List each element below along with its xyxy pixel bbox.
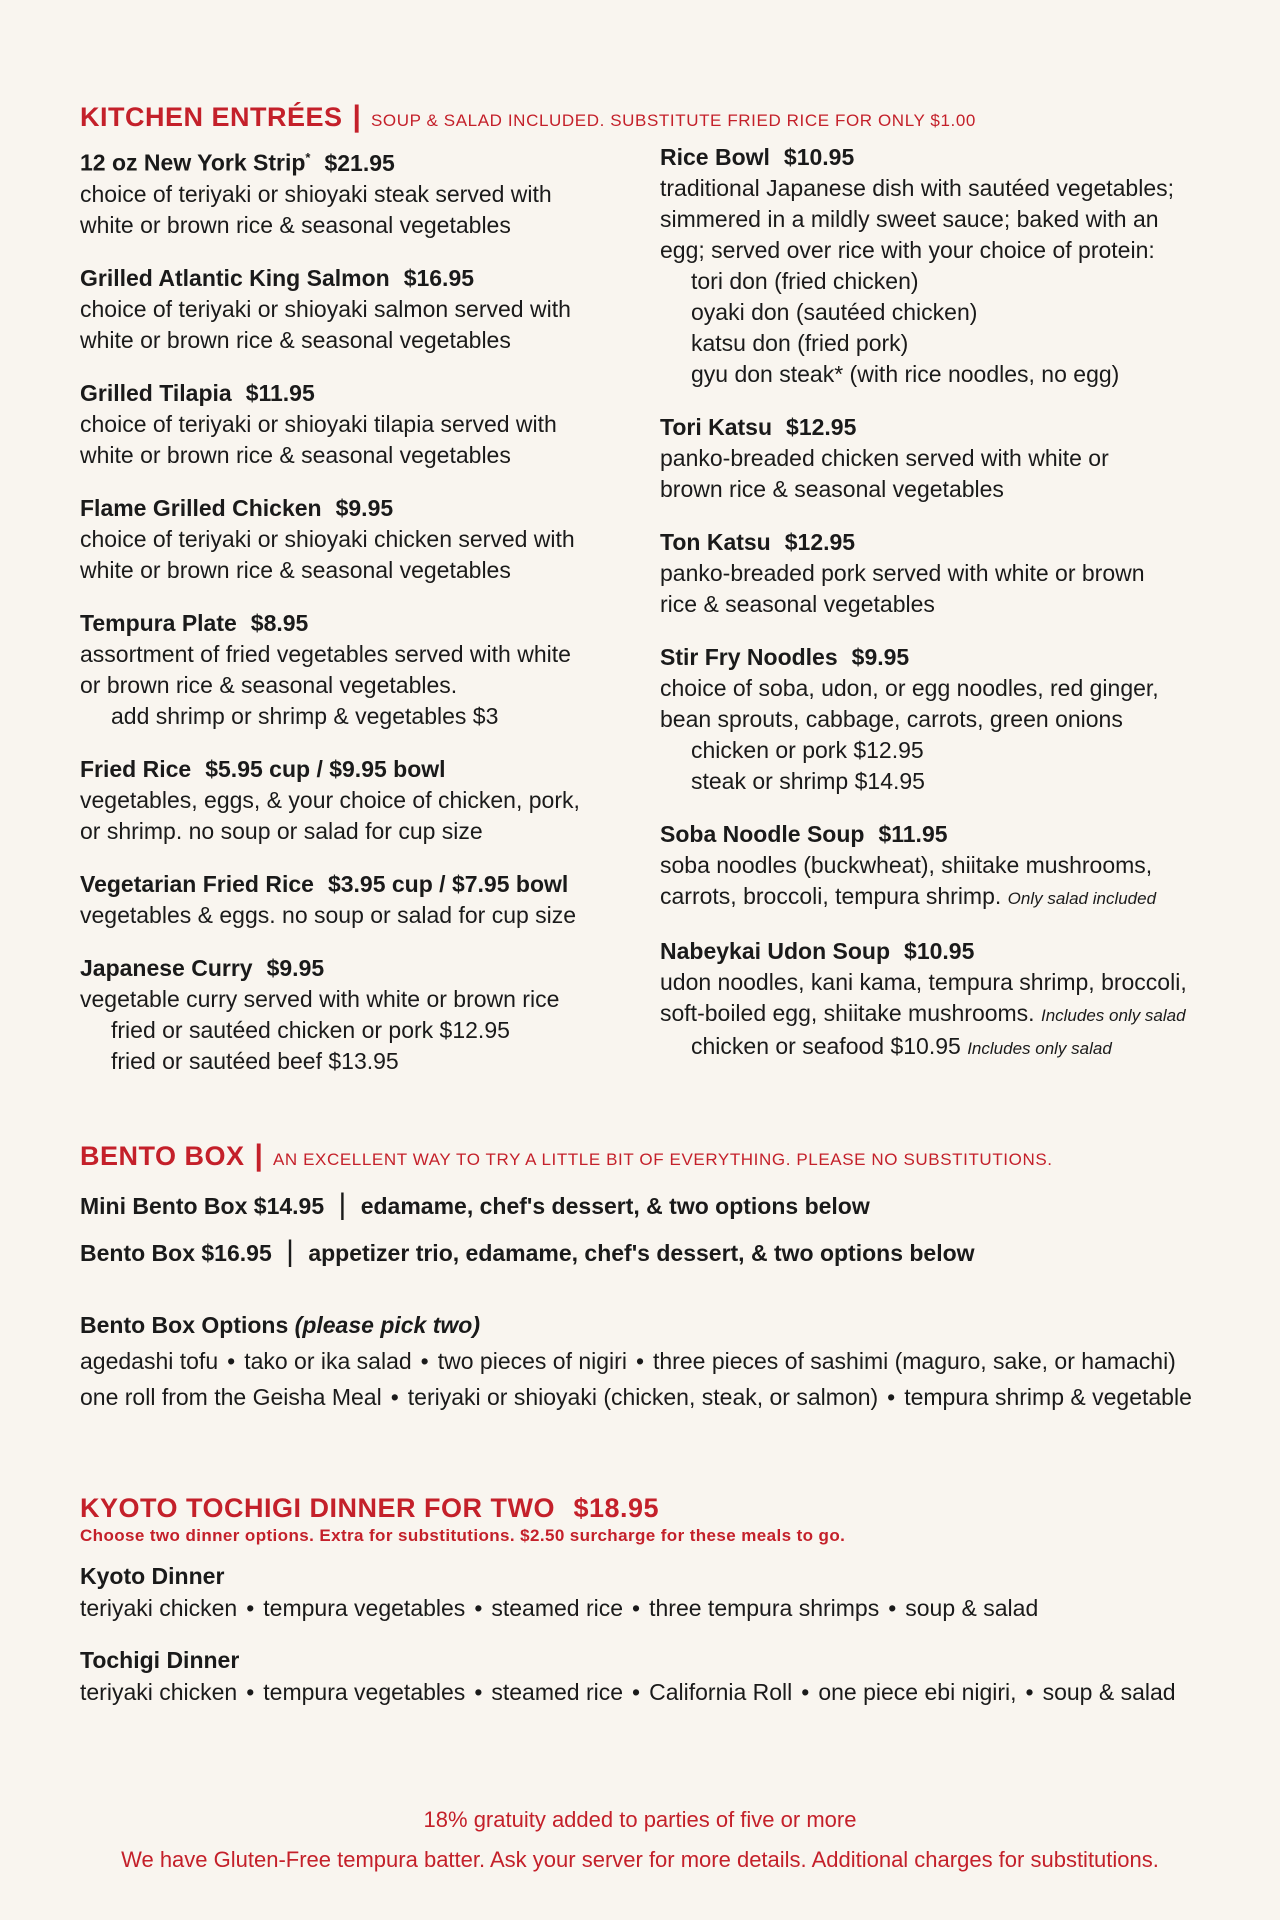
kitchen-header bbox=[80, 100, 1240, 134]
menu-item-description: soba noodles (buckwheat), shiitake mushrooms, bbox=[660, 852, 1153, 878]
kyoto-dinner-items bbox=[80, 1592, 1240, 1624]
bullet-separator: • bbox=[246, 1594, 255, 1621]
bento-option: tempura shrimp & vegetable bbox=[904, 1383, 1192, 1410]
menu-item-price: $3.95 cup / $7.95 bowl bbox=[327, 870, 569, 897]
footer-gluten-free: We have Gluten-Free tempura batter. Ask your server for more details. Additional charges for substitutions. bbox=[121, 1847, 1159, 1872]
bento-options-row-1 bbox=[80, 1343, 1240, 1379]
menu-item-name: Flame Grilled Chicken bbox=[80, 494, 322, 521]
bullet-separator: • bbox=[390, 1383, 399, 1410]
menu-item-price: $11.95 bbox=[878, 821, 948, 847]
menu-item-heading bbox=[80, 378, 660, 409]
menu-item-heading bbox=[80, 754, 660, 785]
menu-item-description: white or brown rice & seasonal vegetables bbox=[80, 211, 511, 238]
bullet-separator: • bbox=[801, 1678, 810, 1705]
bullet-separator: • bbox=[1025, 1678, 1034, 1705]
menu-item-heading bbox=[660, 527, 1240, 558]
menu-item bbox=[660, 142, 1240, 390]
kitchen-divider: | bbox=[352, 100, 361, 133]
menu-item-price: $5.95 cup / $9.95 bowl bbox=[205, 755, 446, 782]
menu-item bbox=[660, 819, 1240, 914]
menu-item-description-text: carrots, broccoli, tempura shrimp. bbox=[660, 883, 1002, 909]
menu-item-price: $16.95 bbox=[403, 264, 475, 291]
dinner-item: steamed rice bbox=[491, 1678, 624, 1705]
menu-item-description: panko-breaded pork served with white or brown bbox=[660, 560, 1145, 586]
bento-options-heading bbox=[80, 1307, 1240, 1343]
tochigi-dinner-title: Tochigi Dinner bbox=[80, 1646, 240, 1673]
menu-item-heading bbox=[80, 869, 660, 900]
menu-item bbox=[660, 936, 1240, 1064]
kitchen-subtitle: SOUP & SALAD INCLUDED. SUBSTITUTE FRIED RICE FOR ONLY $1.00 bbox=[370, 111, 976, 130]
menu-item-name: Fried Rice bbox=[80, 755, 192, 782]
mini-bento-desc: edamame, chef's dessert, & two options below bbox=[360, 1192, 870, 1219]
menu-item-description: rice & seasonal vegetables bbox=[660, 591, 935, 617]
menu-item bbox=[80, 869, 660, 931]
bento-section bbox=[80, 1139, 1240, 1415]
menu-item-heading bbox=[80, 608, 660, 639]
bento-option: tako or ika salad bbox=[244, 1347, 412, 1374]
menu-item-description: egg; served over rice with your choice of protein: bbox=[660, 237, 1155, 263]
footer-gratuity: 18% gratuity added to parties of five or more bbox=[423, 1807, 857, 1832]
dinner-item: tempura vegetables bbox=[263, 1678, 466, 1705]
mini-bento-line bbox=[80, 1185, 1240, 1226]
dinner-item: three tempura shrimps bbox=[649, 1594, 880, 1621]
menu-item bbox=[80, 608, 660, 732]
menu-item-description: choice of teriyaki or shioyaki salmon served with bbox=[80, 295, 571, 322]
menu-item-price: $9.95 bbox=[266, 954, 325, 981]
bento-name: Bento Box bbox=[80, 1239, 195, 1266]
bento-title: BENTO BOX bbox=[80, 1140, 245, 1171]
bento-divider: | bbox=[254, 1138, 263, 1172]
menu-item bbox=[80, 378, 660, 471]
bento-options-title: Bento Box Options bbox=[80, 1311, 289, 1338]
menu-item-name: Nabeykai Udon Soup bbox=[660, 938, 891, 964]
menu-item-description: traditional Japanese dish with sautéed vegetables; bbox=[660, 175, 1175, 201]
kyoto-header bbox=[80, 1493, 1240, 1524]
menu-item-name: Vegetarian Fried Rice bbox=[80, 870, 314, 897]
menu-item-name: Grilled Tilapia bbox=[80, 379, 232, 406]
bento-subtitle: AN EXCELLENT WAY TO TRY A LITTLE BIT OF EVERYTHING. PLEASE NO SUBSTITUTIONS. bbox=[272, 1149, 1053, 1169]
kyoto-section bbox=[80, 1493, 1240, 1708]
dinner-item: soup & salad bbox=[905, 1594, 1039, 1621]
menu-item-price: $11.95 bbox=[245, 379, 315, 406]
tochigi-dinner-items bbox=[80, 1676, 1240, 1708]
menu-item-description: brown rice & seasonal vegetables bbox=[660, 476, 1004, 502]
menu-item-name: Japanese Curry bbox=[80, 954, 253, 981]
menu-item-option-text: chicken or seafood $10.95 bbox=[691, 1033, 961, 1059]
menu-item-description: white or brown rice & seasonal vegetables bbox=[80, 326, 511, 353]
bullet-separator: • bbox=[887, 1383, 896, 1410]
menu-item-heading bbox=[660, 412, 1240, 443]
menu-item-name: Ton Katsu bbox=[660, 529, 771, 555]
menu-item bbox=[660, 527, 1240, 620]
menu-item-description bbox=[660, 881, 1240, 914]
bento-options-note: (please pick two) bbox=[294, 1311, 480, 1338]
bento-option: teriyaki or shioyaki (chicken, steak, or salmon) bbox=[407, 1383, 879, 1410]
dinner-item: soup & salad bbox=[1042, 1678, 1176, 1705]
dinner-item: California Roll bbox=[649, 1678, 793, 1705]
menu-item-description-text: soft-boiled egg, shiitake mushrooms. bbox=[660, 1000, 1035, 1026]
menu-item-price: $9.95 bbox=[851, 644, 910, 670]
kyoto-dinner-title: Kyoto Dinner bbox=[80, 1562, 225, 1589]
menu-item-note: Includes only salad bbox=[967, 1039, 1112, 1058]
kitchen-left-column bbox=[80, 142, 660, 1099]
menu-item-option: add shrimp or shrimp & vegetables $3 bbox=[111, 702, 499, 729]
bullet-separator: • bbox=[474, 1594, 483, 1621]
menu-item-description: white or brown rice & seasonal vegetables bbox=[80, 556, 511, 583]
menu-item-option: oyaki don (sautéed chicken) bbox=[691, 299, 978, 325]
bento-option: agedashi tofu bbox=[80, 1347, 219, 1374]
menu-item-option: steak or shrimp $14.95 bbox=[691, 768, 925, 794]
bento-line bbox=[80, 1232, 1240, 1273]
menu-item-option: fried or sautéed beef $13.95 bbox=[111, 1047, 399, 1074]
kitchen-columns bbox=[80, 142, 1240, 1099]
dinner-item: steamed rice bbox=[491, 1594, 624, 1621]
kitchen-right-column bbox=[660, 142, 1240, 1099]
menu-item-heading bbox=[660, 936, 1240, 967]
menu-item-description: panko-breaded chicken served with white or bbox=[660, 445, 1109, 471]
menu-item-description: assortment of fried vegetables served with white bbox=[80, 640, 571, 667]
menu-item-name: 12 oz New York Strip bbox=[80, 149, 306, 176]
menu-item-description: white or brown rice & seasonal vegetables bbox=[80, 441, 511, 468]
menu-item-description: vegetables & eggs. no soup or salad for cup size bbox=[80, 901, 577, 928]
bullet-separator: • bbox=[632, 1594, 641, 1621]
bento-price: $16.95 bbox=[201, 1239, 272, 1266]
bullet-separator: • bbox=[888, 1594, 897, 1621]
kyoto-subtitle: Choose two dinner options. Extra for substitutions. $2.50 surcharge for these meals to go. bbox=[80, 1525, 846, 1545]
kyoto-title: KYOTO TOCHIGI DINNER FOR TWO bbox=[80, 1492, 556, 1523]
mini-bento-price: $14.95 bbox=[253, 1192, 325, 1219]
bento-option: two pieces of nigiri bbox=[437, 1347, 627, 1374]
menu-item-price: $10.95 bbox=[904, 938, 975, 964]
bento-options-row-2 bbox=[80, 1379, 1240, 1415]
menu-item-name: Stir Fry Noodles bbox=[660, 644, 838, 670]
menu-item bbox=[80, 953, 660, 1077]
menu-item-option: fried or sautéed chicken or pork $12.95 bbox=[111, 1016, 510, 1043]
menu-item-heading bbox=[80, 263, 660, 294]
menu-item-description: udon noodles, kani kama, tempura shrimp, broccoli, bbox=[660, 969, 1187, 995]
dinner-item: one piece ebi nigiri, bbox=[818, 1678, 1017, 1705]
bullet-separator: • bbox=[635, 1347, 644, 1374]
menu-item-heading bbox=[80, 493, 660, 524]
menu-item-option: gyu don steak* (with rice noodles, no egg) bbox=[691, 361, 1120, 387]
menu-item-description: simmered in a mildly sweet sauce; baked with an bbox=[660, 206, 1159, 232]
bento-desc: appetizer trio, edamame, chef's dessert, & two options below bbox=[308, 1239, 975, 1266]
menu-item-name: Tempura Plate bbox=[80, 609, 237, 636]
menu-item bbox=[660, 412, 1240, 505]
menu-item-note: Only salad included bbox=[1007, 889, 1157, 908]
menu-item-option: katsu don (fried pork) bbox=[691, 330, 909, 356]
menu-item-description: choice of teriyaki or shioyaki steak served with bbox=[80, 180, 552, 207]
dinner-item: teriyaki chicken bbox=[80, 1594, 238, 1621]
menu-item-heading bbox=[660, 642, 1240, 673]
menu-item-description: vegetable curry served with white or brown rice bbox=[80, 985, 560, 1012]
menu-item-name: Rice Bowl bbox=[660, 144, 770, 170]
bento-sep: | bbox=[286, 1234, 294, 1268]
menu-item bbox=[80, 263, 660, 356]
menu-item-heading bbox=[80, 953, 660, 984]
bullet-separator: • bbox=[474, 1678, 483, 1705]
menu-item-price: $21.95 bbox=[324, 149, 395, 176]
bento-option: one roll from the Geisha Meal bbox=[80, 1383, 382, 1410]
mini-bento-sep: | bbox=[338, 1187, 347, 1221]
menu-item-mark: * bbox=[305, 150, 311, 165]
menu-item bbox=[80, 754, 660, 847]
dinner-item: teriyaki chicken bbox=[80, 1678, 238, 1705]
menu-item-description bbox=[660, 998, 1240, 1031]
mini-bento-name: Mini Bento Box bbox=[80, 1192, 248, 1219]
menu-item-name: Tori Katsu bbox=[660, 414, 773, 440]
menu-item-description: choice of teriyaki or shioyaki chicken served with bbox=[80, 525, 575, 552]
menu-item-price: $12.95 bbox=[784, 529, 856, 555]
menu-item-description: choice of soba, udon, or egg noodles, red ginger, bbox=[660, 675, 1159, 701]
menu-item-price: $12.95 bbox=[786, 414, 857, 440]
bullet-separator: • bbox=[227, 1347, 236, 1374]
bullet-separator: • bbox=[632, 1678, 641, 1705]
bento-header bbox=[80, 1139, 1240, 1173]
menu-item-name: Grilled Atlantic King Salmon bbox=[80, 264, 390, 291]
bullet-separator: • bbox=[246, 1678, 255, 1705]
kyoto-price: $18.95 bbox=[573, 1492, 660, 1523]
kitchen-title: KITCHEN ENTRÉES bbox=[80, 102, 343, 132]
menu-item-description: or shrimp. no soup or salad for cup size bbox=[80, 817, 483, 844]
menu-item bbox=[80, 142, 660, 241]
menu-item-description: vegetables, eggs, & your choice of chicken, pork, bbox=[80, 786, 580, 813]
menu-item-option bbox=[660, 1031, 1240, 1064]
menu-item-heading bbox=[660, 142, 1240, 173]
menu-item-option: tori don (fried chicken) bbox=[691, 268, 919, 294]
menu-item-description: or brown rice & seasonal vegetables. bbox=[80, 671, 458, 698]
menu-item-price: $9.95 bbox=[335, 494, 394, 521]
menu-item-heading bbox=[80, 142, 660, 179]
bullet-separator: • bbox=[420, 1347, 429, 1374]
menu-item-price: $8.95 bbox=[250, 609, 309, 636]
menu-item-note: Includes only salad bbox=[1040, 1006, 1186, 1025]
menu-item-description: bean sprouts, cabbage, carrots, green onions bbox=[660, 706, 1123, 732]
menu-item-price: $10.95 bbox=[783, 144, 855, 170]
menu-item-option: chicken or pork $12.95 bbox=[691, 737, 924, 763]
bento-option: three pieces of sashimi (maguro, sake, or hamachi) bbox=[653, 1347, 1176, 1374]
menu-item bbox=[660, 642, 1240, 797]
menu-item-description: choice of teriyaki or shioyaki tilapia served with bbox=[80, 410, 557, 437]
menu-item-heading bbox=[660, 819, 1240, 850]
menu-item bbox=[80, 493, 660, 586]
dinner-item: tempura vegetables bbox=[263, 1594, 466, 1621]
menu-item-name: Soba Noodle Soup bbox=[660, 821, 865, 847]
